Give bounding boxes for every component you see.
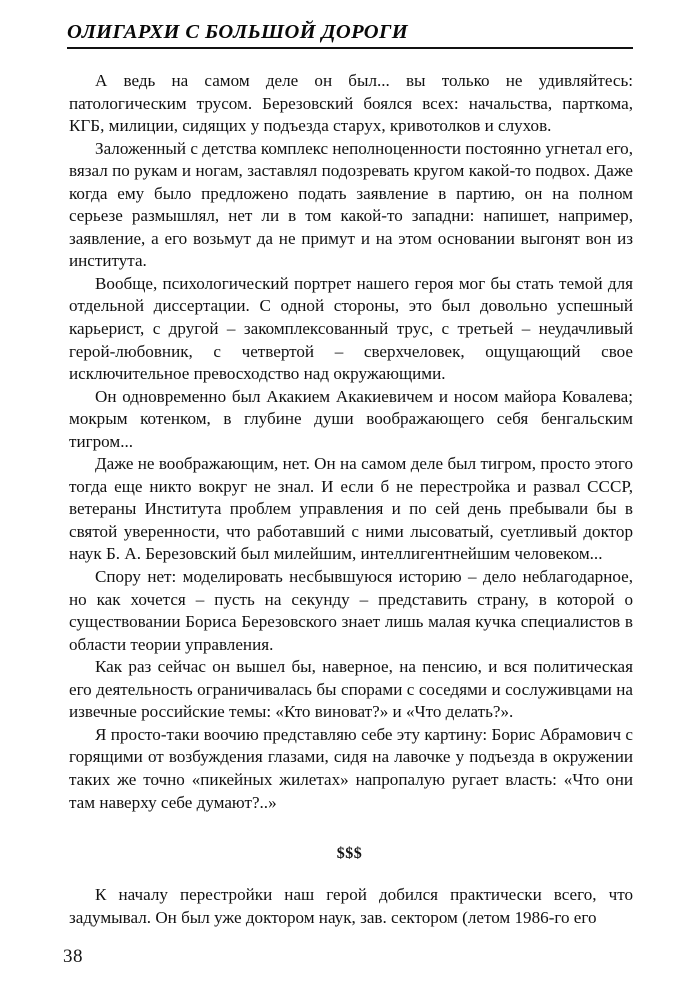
body-text-column-after-divider [69,884,633,929]
paragraph: Как раз сейчас он вышел бы, наверное, на пенсию, и вся политическая его деятельность ограничивалась бы спорами с соседями и сослуживцами на извечные российские темы: «Кто виноват?» и «Что делать?». [69,657,633,722]
paragraph: К началу перестройки наш герой добился практически всего, что задумывал. Он был уже доктором наук, зав. сектором (летом 1986-го его [69,885,633,927]
paragraph: Заложенный с детства комплекс неполноценности постоянно угнетал его, вязал по рукам и ногам, заставлял подозревать кругом какой-то подвох. Даже когда ему было предложено подать заявление в партию, он на полном серьезе размышлял, нет ли в том какой-то западни: напишет, например, заявление, а его возьмут да не примут и на этом основании выгонят вон из института. [69,138,633,271]
paragraph: Я просто-таки воочию представляю себе эту картину: Борис Абрамович с горящими от возбуждения глазами, сидя на лавочке у подъезда в окружении таких же точно «пикейных жилетах» напропалую ругает власть: «Что они там наверху себе думают?..» [69,724,633,812]
page-number: 38 [63,946,83,967]
paragraph: Даже не воображающим, нет. Он на самом деле был тигром, просто этого тогда еще никто вокруг не знал. И если б не перестройка и развал СССР, ветераны Института проблем управления и по сей день пребывали бы в святой уверенности, что работавший с ними лысоватый, суетливый доктор наук Б. А. Березовский был милейшим, интеллигентнейшим человеком... [69,454,633,564]
header-rule-divider [67,47,633,49]
section-divider [0,845,699,863]
section-divider-mark: $$$ [336,845,363,862]
body-text-column [69,70,633,814]
running-header [67,22,633,44]
running-header-title: ОЛИГАРХИ С БОЛЬШОЙ ДОРОГИ [67,21,409,43]
paragraph: Он одновременно был Акакием Акакиевичем и носом майора Ковалева; мокрым котенком, в глубине души воображающего себя бенгальским тигром... [69,386,633,451]
paragraph: Спору нет: моделировать несбывшуюся историю – дело неблагодарное, но как хочется – пусть на секунду – представить страну, в которой о существовании Бориса Березовского знает лишь малая кучка специалистов в области теории управления. [69,567,633,654]
paragraph: А ведь на самом деле он был... вы только не удивляйтесь: патологическим трусом. Березовский боялся всех: начальства, парткома, КГБ, милиции, сидящих у подъезда старух, кривотолков и слухов. [69,71,633,136]
paragraph: Вообще, психологический портрет нашего героя мог бы стать темой для отдельной диссертации. С одной стороны, это был довольно успешный карьерист, с другой – закомплексованный трус, с третьей – неудачливый герой-любовник, с четвертой – сверхчеловек, ощущающий свое исключительное превосходство над окружающими. [69,273,633,384]
